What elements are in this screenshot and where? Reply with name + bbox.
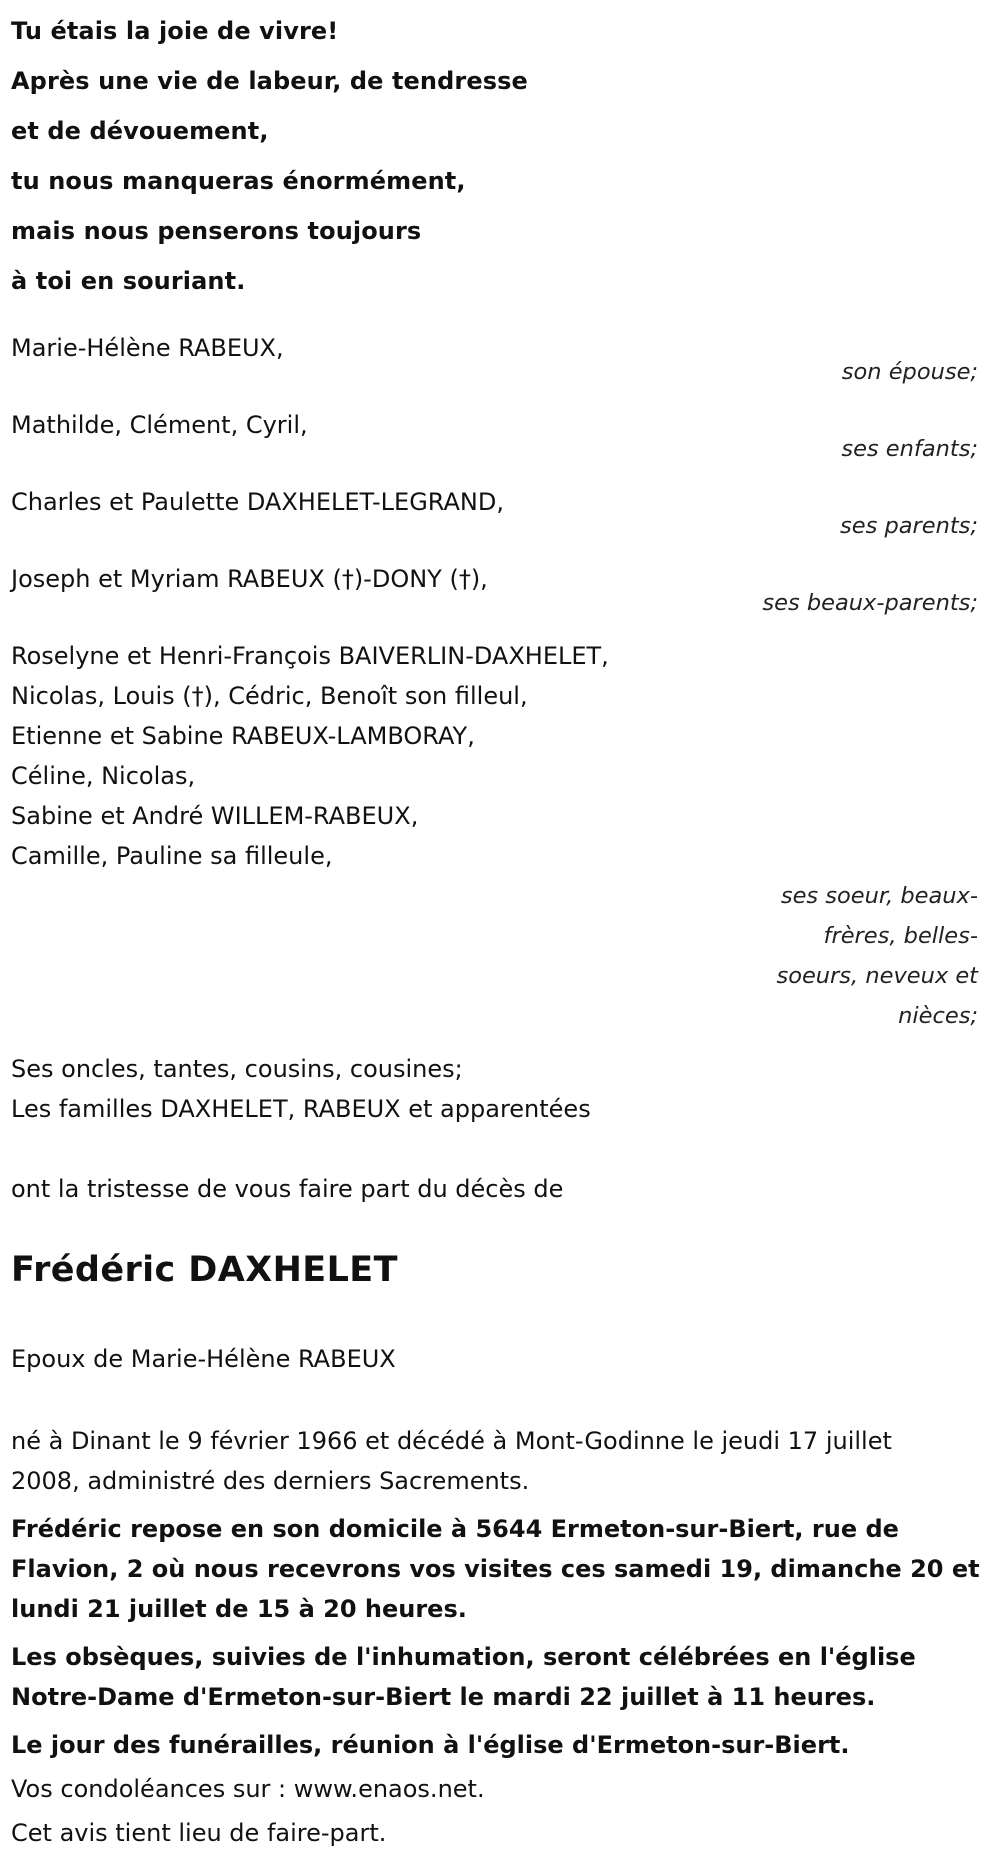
details-line: 2008, administré des derniers Sacrements.: [11, 1467, 530, 1495]
condolences-link[interactable]: Vos condoléances sur : www.enaos.net.: [11, 1775, 485, 1803]
family-name-line: Charles et Paulette DAXHELET-LEGRAND,: [11, 488, 504, 516]
meeting-info: Le jour des funérailles, réunion à l'église d'Ermeton-sur-Biert.: [11, 1731, 850, 1759]
family-relation: ses parents;: [840, 513, 978, 539]
poem-line: à toi en souriant.: [11, 267, 246, 295]
family-group-siblings: [11, 636, 991, 1036]
family-relation-line: soeurs, neveux et: [776, 963, 978, 989]
family-name-line: Etienne et Sabine RABEUX-LAMBORAY,: [11, 722, 475, 750]
poem: [11, 0, 1000, 306]
family-name-line: Camille, Pauline sa filleule,: [11, 842, 333, 870]
family-name-line: Nicolas, Louis (†), Cédric, Benoît son filleul,: [11, 682, 528, 710]
funeral-line: Notre-Dame d'Ermeton-sur-Biert le mardi 22 juillet à 11 heures.: [11, 1683, 876, 1711]
family-relation: ses enfants;: [841, 436, 978, 462]
funeral-line: Les obsèques, suivies de l'inhumation, seront célébrées en l'église: [11, 1643, 916, 1671]
visitation-line: Frédéric repose en son domicile à 5644 Ermeton-sur-Biert, rue de: [11, 1515, 899, 1543]
family-name-line: Roselyne et Henri-François BAIVERLIN-DAXHELET,: [11, 642, 609, 670]
family-name-line: Joseph et Myriam RABEUX (†)-DONY (†),: [11, 565, 488, 593]
family-list: [11, 328, 991, 1036]
family-relation-line: nièces;: [898, 1003, 978, 1029]
family-relation: ses beaux-parents;: [762, 590, 978, 616]
visitation-line: lundi 21 juillet de 15 à 20 heures.: [11, 1595, 467, 1623]
family-group-spouse: [11, 328, 991, 392]
family-name-line: Marie-Hélène RABEUX,: [11, 334, 284, 362]
poem-line: et de dévouement,: [11, 117, 269, 145]
family-names: [11, 636, 991, 876]
spouse-line: Epoux de Marie-Hélène RABEUX: [11, 1345, 396, 1373]
poem-line: mais nous penserons toujours: [11, 217, 422, 245]
poem-line: Tu étais la joie de vivre!: [11, 17, 339, 45]
poem-line: tu nous manqueras énormément,: [11, 167, 466, 195]
visitation-info: [11, 1509, 996, 1629]
family-name-line: Sabine et André WILLEM-RABEUX,: [11, 802, 419, 830]
other-relatives: [11, 1049, 1000, 1129]
family-relation-line: ses soeur, beaux-: [780, 883, 978, 909]
family-name-line: Mathilde, Clément, Cyril,: [11, 411, 308, 439]
family-relation: son épouse;: [841, 359, 978, 385]
family-name-line: Céline, Nicolas,: [11, 762, 196, 790]
family-group-parents-in-law: [11, 559, 991, 623]
family-group-parents: [11, 482, 991, 546]
details-line: né à Dinant le 9 février 1966 et décédé à Mont-Godinne le jeudi 17 juillet: [11, 1427, 892, 1455]
visitation-line: Flavion, 2 où nous recevrons vos visites ces samedi 19, dimanche 20 et: [11, 1555, 980, 1583]
deceased-name: Frédéric DAXHELET: [11, 1250, 398, 1290]
poem-line: Après une vie de labeur, de tendresse: [11, 67, 528, 95]
announcement-intro: ont la tristesse de vous faire part du décès de: [11, 1175, 564, 1203]
funeral-info: [11, 1637, 996, 1717]
family-group-children: [11, 405, 991, 469]
family-relation-line: frères, belles-: [823, 923, 978, 949]
birth-death-details: [11, 1421, 986, 1501]
other-relatives-line: Les familles DAXHELET, RABEUX et apparentées: [11, 1095, 591, 1123]
notice-statement: Cet avis tient lieu de faire-part.: [11, 1819, 387, 1847]
family-relation: [748, 876, 991, 1036]
other-relatives-line: Ses oncles, tantes, cousins, cousines;: [11, 1055, 463, 1083]
